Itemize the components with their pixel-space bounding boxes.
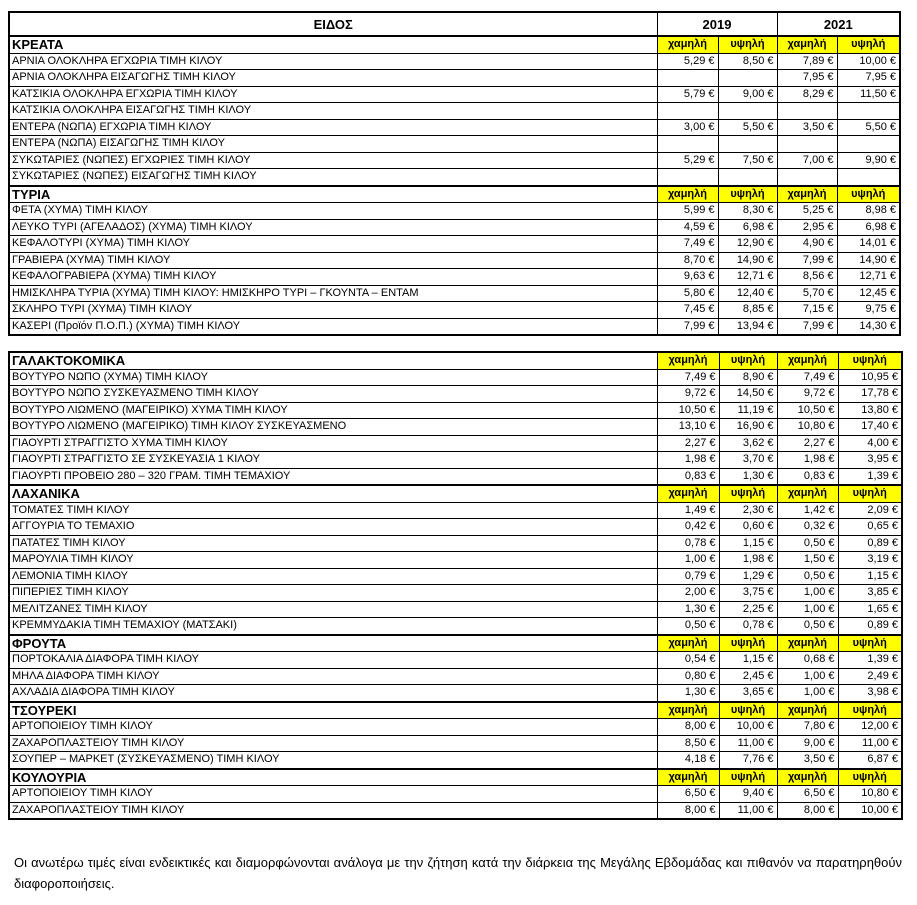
price-2019-low: 13,10 €	[657, 419, 719, 436]
price-2019-high: 12,71 €	[718, 269, 777, 286]
price-2019-high: 7,76 €	[719, 752, 777, 769]
price-2019-low: 1,30 €	[657, 601, 719, 618]
item-name: ΒΟΥΤΥΡΟ ΝΩΠΟ (ΧΥΜΑ) ΤΙΜΗ ΚΙΛΟΥ	[9, 369, 657, 386]
price-2019-high: 9,40 €	[719, 786, 777, 803]
price-2019-high: 12,40 €	[718, 285, 777, 302]
price-2019-low: 8,00 €	[657, 802, 719, 819]
table-row	[9, 419, 902, 436]
price-2019-low: 9,63 €	[657, 269, 718, 286]
price-2019-low: 5,99 €	[657, 203, 718, 220]
price-2021-low: 7,89 €	[777, 53, 837, 70]
section-title: ΛΑΧΑΝΙΚΑ	[9, 485, 657, 502]
price-2019-high: 3,75 €	[719, 585, 777, 602]
price-2019-low: 5,29 €	[657, 53, 718, 70]
table-row	[9, 652, 902, 669]
table-row	[9, 552, 902, 569]
column-label-low: χαμηλή	[657, 36, 718, 53]
price-2019-high	[718, 70, 777, 87]
table-row	[9, 386, 902, 403]
item-name: ΒΟΥΤΥΡΟ ΝΩΠΟ ΣΥΣΚΕΥΑΣΜΕΝΟ ΤΙΜΗ ΚΙΛΟΥ	[9, 386, 657, 403]
price-2021-low: 6,50 €	[777, 786, 838, 803]
section-header-row	[9, 635, 902, 652]
price-2021-low: 8,00 €	[777, 802, 838, 819]
footnote: Οι ανωτέρω τιμές είναι ενδεικτικές και διαμορφώνονται ανάλογα με την ζήτηση κατά την διάρκεια της Μεγάλης Εβδομάδας και πιθανόν να παρατηρηθούν διαφοροποιήσεις.	[14, 855, 902, 891]
price-2021-high: 0,89 €	[838, 618, 902, 635]
price-2019-high: 2,45 €	[719, 668, 777, 685]
table-row	[9, 402, 902, 419]
table-row	[9, 735, 902, 752]
price-2019-high: 1,30 €	[719, 468, 777, 485]
price-2021-low: 1,00 €	[777, 685, 838, 702]
price-2019-high: 5,50 €	[718, 119, 777, 136]
price-2021-high: 10,00 €	[837, 53, 900, 70]
price-table-meat-cheese	[8, 11, 901, 336]
price-2021-high: 0,89 €	[838, 535, 902, 552]
price-2019-low: 10,50 €	[657, 402, 719, 419]
section-title: ΓΑΛΑΚΤΟΚΟΜΙΚΑ	[9, 352, 657, 369]
table-row	[9, 585, 902, 602]
item-name: ΑΡΝΙΑ ΟΛΟΚΛΗΡΑ ΕΙΣΑΓΩΓΗΣ ΤΙΜΗ ΚΙΛΟΥ	[9, 70, 657, 87]
item-name: ΚΑΤΣΙΚΙΑ ΟΛΟΚΛΗΡΑ ΕΙΣΑΓΩΓΗΣ ΤΙΜΗ ΚΙΛΟΥ	[9, 103, 657, 120]
price-2019-high	[718, 103, 777, 120]
column-label-low: χαμηλή	[657, 635, 719, 652]
price-2021-low: 3,50 €	[777, 752, 838, 769]
column-label-high: υψηλή	[838, 635, 902, 652]
price-2019-high: 3,62 €	[719, 435, 777, 452]
price-2019-high: 14,90 €	[718, 252, 777, 269]
table-row	[9, 369, 902, 386]
price-2021-high: 1,39 €	[838, 652, 902, 669]
price-2021-high: 13,80 €	[838, 402, 902, 419]
table-row	[9, 452, 902, 469]
price-2021-low: 4,90 €	[777, 236, 837, 253]
price-2019-low: 8,50 €	[657, 735, 719, 752]
price-2021-low: 8,29 €	[777, 86, 837, 103]
price-2019-low: 7,45 €	[657, 302, 718, 319]
price-2019-low	[657, 169, 718, 186]
column-label-high: υψηλή	[719, 352, 777, 369]
column-label-low: χαμηλή	[777, 36, 837, 53]
column-label-high: υψηλή	[719, 769, 777, 786]
price-2019-high: 11,00 €	[719, 802, 777, 819]
column-label-high: υψηλή	[718, 36, 777, 53]
table-row	[9, 668, 902, 685]
column-label-low: χαμηλή	[657, 186, 718, 203]
table-row	[9, 236, 900, 253]
column-label-low: χαμηλή	[777, 769, 838, 786]
item-name: ΓΙΑΟΥΡΤΙ ΣΤΡΑΓΓΙΣΤΟ ΧΥΜΑ ΤΙΜΗ ΚΙΛΟΥ	[9, 435, 657, 452]
table-row	[9, 136, 900, 153]
item-name: ΚΡΕΜΜΥΔΑΚΙΑ ΤΙΜΗ ΤΕΜΑΧΙΟΥ (ΜΑΤΣΑΚΙ)	[9, 618, 657, 635]
column-label-high: υψηλή	[837, 36, 900, 53]
price-2021-high: 12,45 €	[837, 285, 900, 302]
item-name: ΖΑΧΑΡΟΠΛΑΣΤΕΙΟΥ ΤΙΜΗ ΚΙΛΟΥ	[9, 735, 657, 752]
table-row	[9, 786, 902, 803]
price-2021-high: 4,00 €	[838, 435, 902, 452]
table-row	[9, 53, 900, 70]
section-title: ΤΣΟΥΡΕΚΙ	[9, 702, 657, 719]
table-row	[9, 302, 900, 319]
price-2021-low: 1,98 €	[777, 452, 838, 469]
price-2021-low: 5,25 €	[777, 203, 837, 220]
price-2019-high: 1,29 €	[719, 568, 777, 585]
item-name: ΣΥΚΩΤΑΡΙΕΣ (ΝΩΠΕΣ) ΕΙΣΑΓΩΓΗΣ ΤΙΜΗ ΚΙΛΟΥ	[9, 169, 657, 186]
price-2019-low: 0,42 €	[657, 519, 719, 536]
price-2019-high: 1,98 €	[719, 552, 777, 569]
table-row	[9, 285, 900, 302]
section-header-row	[9, 485, 902, 502]
price-2021-high: 1,15 €	[838, 568, 902, 585]
table-row	[9, 535, 902, 552]
price-2021-high: 12,00 €	[838, 719, 902, 736]
item-name: ΚΑΣΕΡΙ (Προϊόν Π.Ο.Π.) (ΧΥΜΑ) ΤΙΜΗ ΚΙΛΟΥ	[9, 318, 657, 335]
item-name: ΠΑΤΑΤΕΣ ΤΙΜΗ ΚΙΛΟΥ	[9, 535, 657, 552]
price-2021-high: 14,90 €	[837, 252, 900, 269]
price-2019-low: 1,30 €	[657, 685, 719, 702]
table-row	[9, 618, 902, 635]
price-2021-high: 3,85 €	[838, 585, 902, 602]
price-2019-high: 2,25 €	[719, 601, 777, 618]
column-label-low: χαμηλή	[777, 485, 838, 502]
price-2019-low: 8,00 €	[657, 719, 719, 736]
item-name: ΒΟΥΤΥΡΟ ΛΙΩΜΕΝΟ (ΜΑΓΕΙΡΙΚΟ) ΤΙΜΗ ΚΙΛΟΥ ΣΥΣΚΕΥΑΣΜΕΝΟ	[9, 419, 657, 436]
price-2021-low: 10,50 €	[777, 402, 838, 419]
price-2021-high: 10,80 €	[838, 786, 902, 803]
price-2019-low: 7,49 €	[657, 369, 719, 386]
item-name: ΖΑΧΑΡΟΠΛΑΣΤΕΙΟΥ ΤΙΜΗ ΚΙΛΟΥ	[9, 802, 657, 819]
table-row	[9, 169, 900, 186]
section-title: ΚΟΥΛΟΥΡΙΑ	[9, 769, 657, 786]
price-2019-high: 14,50 €	[719, 386, 777, 403]
price-2021-high: 10,00 €	[838, 802, 902, 819]
price-2019-high: 6,98 €	[718, 219, 777, 236]
section-header-row	[9, 769, 902, 786]
price-2021-high: 6,98 €	[837, 219, 900, 236]
table-row	[9, 502, 902, 519]
table-row	[9, 435, 902, 452]
price-2021-low: 1,50 €	[777, 552, 838, 569]
table-row	[9, 252, 900, 269]
header-year-2019: 2019	[657, 12, 777, 36]
price-2019-high: 8,85 €	[718, 302, 777, 319]
price-2019-high: 11,00 €	[719, 735, 777, 752]
price-2021-low: 1,42 €	[777, 502, 838, 519]
item-name: ΒΟΥΤΥΡΟ ΛΙΩΜΕΝΟ (ΜΑΓΕΙΡΙΚΟ) ΧΥΜΑ ΤΙΜΗ ΚΙΛΟΥ	[9, 402, 657, 419]
item-name: ΜΗΛΑ ΔΙΑΦΟΡΑ ΤΙΜΗ ΚΙΛΟΥ	[9, 668, 657, 685]
column-label-low: χαμηλή	[657, 702, 719, 719]
section-title: ΦΡΟΥΤΑ	[9, 635, 657, 652]
price-2019-high: 8,90 €	[719, 369, 777, 386]
price-2019-high	[718, 169, 777, 186]
price-2021-high: 7,95 €	[837, 70, 900, 87]
price-2021-low: 9,00 €	[777, 735, 838, 752]
price-2021-low: 10,80 €	[777, 419, 838, 436]
price-2021-low: 7,95 €	[777, 70, 837, 87]
price-2021-high: 11,50 €	[837, 86, 900, 103]
price-2019-low: 2,27 €	[657, 435, 719, 452]
column-label-low: χαμηλή	[657, 769, 719, 786]
table-row	[9, 219, 900, 236]
price-2021-low: 7,00 €	[777, 152, 837, 169]
price-2019-high: 3,65 €	[719, 685, 777, 702]
column-label-high: υψηλή	[838, 702, 902, 719]
price-2019-low	[657, 136, 718, 153]
price-2019-low	[657, 103, 718, 120]
price-2019-low: 4,18 €	[657, 752, 719, 769]
price-2021-high: 14,01 €	[837, 236, 900, 253]
price-2019-high: 9,00 €	[718, 86, 777, 103]
column-label-high: υψηλή	[719, 702, 777, 719]
price-2021-high	[837, 103, 900, 120]
price-2021-low: 7,99 €	[777, 318, 837, 335]
price-2019-low: 7,49 €	[657, 236, 718, 253]
item-name: ΚΕΦΑΛΟΓΡΑΒΙΕΡΑ (ΧΥΜΑ) ΤΙΜΗ ΚΙΛΟΥ	[9, 269, 657, 286]
item-name: ΕΝΤΕΡΑ (ΝΩΠΑ) ΕΓΧΩΡΙΑ ΤΙΜΗ ΚΙΛΟΥ	[9, 119, 657, 136]
price-2021-low: 7,80 €	[777, 719, 838, 736]
header-year-2021: 2021	[777, 12, 900, 36]
table-row	[9, 752, 902, 769]
section-header-row	[9, 186, 900, 203]
price-2021-low: 0,50 €	[777, 535, 838, 552]
item-name: ΜΑΡΟΥΛΙΑ ΤΙΜΗ ΚΙΛΟΥ	[9, 552, 657, 569]
price-2021-high: 12,71 €	[837, 269, 900, 286]
price-2021-high: 3,95 €	[838, 452, 902, 469]
price-2021-high: 9,90 €	[837, 152, 900, 169]
item-name: ΓΡΑΒΙΕΡΑ (ΧΥΜΑ) ΤΙΜΗ ΚΙΛΟΥ	[9, 252, 657, 269]
price-2019-high: 13,94 €	[718, 318, 777, 335]
table-row	[9, 103, 900, 120]
price-2021-high: 9,75 €	[837, 302, 900, 319]
header-item: ΕΙΔΟΣ	[9, 12, 657, 36]
section-header-row	[9, 702, 902, 719]
price-2021-high: 6,87 €	[838, 752, 902, 769]
price-2019-low	[657, 70, 718, 87]
price-2019-high: 1,15 €	[719, 652, 777, 669]
item-name: ΦΕΤΑ (ΧΥΜΑ) ΤΙΜΗ ΚΙΛΟΥ	[9, 203, 657, 220]
item-name: ΑΓΓΟΥΡΙΑ ΤΟ ΤΕΜΑΧΙΟ	[9, 519, 657, 536]
column-label-high: υψηλή	[838, 352, 902, 369]
item-name: ΚΑΤΣΙΚΙΑ ΟΛΟΚΛΗΡΑ ΕΓΧΩΡΙΑ ΤΙΜΗ ΚΙΛΟΥ	[9, 86, 657, 103]
price-2021-low: 0,83 €	[777, 468, 838, 485]
price-2019-low: 2,00 €	[657, 585, 719, 602]
price-2019-low: 0,54 €	[657, 652, 719, 669]
price-2021-high	[837, 169, 900, 186]
item-name: ΤΟΜΑΤΕΣ ΤΙΜΗ ΚΙΛΟΥ	[9, 502, 657, 519]
price-2021-low: 0,68 €	[777, 652, 838, 669]
column-label-low: χαμηλή	[777, 635, 838, 652]
item-name: ΣΚΛΗΡΟ ΤΥΡΙ (ΧΥΜΑ) ΤΙΜΗ ΚΙΛΟΥ	[9, 302, 657, 319]
price-2019-low: 0,78 €	[657, 535, 719, 552]
price-2019-low: 1,00 €	[657, 552, 719, 569]
price-2019-low: 3,00 €	[657, 119, 718, 136]
price-2019-low: 9,72 €	[657, 386, 719, 403]
price-2021-high: 2,49 €	[838, 668, 902, 685]
column-label-high: υψηλή	[718, 186, 777, 203]
price-2021-high	[837, 136, 900, 153]
section-title: ΚΡΕΑΤΑ	[9, 36, 657, 53]
price-2021-low: 3,50 €	[777, 119, 837, 136]
table-row	[9, 318, 900, 335]
price-2021-high: 17,78 €	[838, 386, 902, 403]
section-header-row	[9, 352, 902, 369]
column-label-low: χαμηλή	[657, 485, 719, 502]
item-name: ΗΜΙΣΚΛΗΡΑ ΤΥΡΙΑ (ΧΥΜΑ) ΤΙΜΗ ΚΙΛΟΥ: ΗΜΙΣΚΗΡΟ ΤΥΡΙ – ΓΚΟΥΝΤΑ – ΕΝΤΑΜ	[9, 285, 657, 302]
item-name: ΑΧΛΑΔΙΑ ΔΙΑΦΟΡΑ ΤΙΜΗ ΚΙΛΟΥ	[9, 685, 657, 702]
price-2019-high	[718, 136, 777, 153]
price-2019-low: 4,59 €	[657, 219, 718, 236]
item-name: ΑΡΤΟΠΟΙΕΙΟΥ ΤΙΜΗ ΚΙΛΟΥ	[9, 719, 657, 736]
price-2021-high: 17,40 €	[838, 419, 902, 436]
price-2019-high: 0,78 €	[719, 618, 777, 635]
price-2019-high: 16,90 €	[719, 419, 777, 436]
item-name: ΚΕΦΑΛΟΤΥΡΙ (ΧΥΜΑ) ΤΙΜΗ ΚΙΛΟΥ	[9, 236, 657, 253]
price-2019-high: 1,15 €	[719, 535, 777, 552]
section-header-row	[9, 36, 900, 53]
price-2021-high: 3,19 €	[838, 552, 902, 569]
price-2021-low: 7,49 €	[777, 369, 838, 386]
table-row	[9, 70, 900, 87]
table-row	[9, 119, 900, 136]
price-2021-high: 14,30 €	[837, 318, 900, 335]
price-2019-high: 10,00 €	[719, 719, 777, 736]
price-2019-low: 1,49 €	[657, 502, 719, 519]
price-2021-low	[777, 136, 837, 153]
column-label-low: χαμηλή	[777, 702, 838, 719]
price-2021-low: 1,00 €	[777, 585, 838, 602]
price-2021-low: 0,50 €	[777, 618, 838, 635]
table-row	[9, 269, 900, 286]
price-2021-low: 0,32 €	[777, 519, 838, 536]
price-2021-low: 1,00 €	[777, 601, 838, 618]
item-name: ΑΡΝΙΑ ΟΛΟΚΛΗΡΑ ΕΓΧΩΡΙΑ ΤΙΜΗ ΚΙΛΟΥ	[9, 53, 657, 70]
section-title: ΤΥΡΙΑ	[9, 186, 657, 203]
price-2021-low: 2,95 €	[777, 219, 837, 236]
price-2021-high: 1,39 €	[838, 468, 902, 485]
item-name: ΠΟΡΤΟΚΑΛΙΑ ΔΙΑΦΟΡΑ ΤΙΜΗ ΚΙΛΟΥ	[9, 652, 657, 669]
price-2021-low: 0,50 €	[777, 568, 838, 585]
price-2019-low: 5,79 €	[657, 86, 718, 103]
column-label-high: υψηλή	[838, 485, 902, 502]
price-2021-low	[777, 169, 837, 186]
price-2019-high: 8,50 €	[718, 53, 777, 70]
column-label-high: υψηλή	[719, 635, 777, 652]
item-name: ΑΡΤΟΠΟΙΕΙΟΥ ΤΙΜΗ ΚΙΛΟΥ	[9, 786, 657, 803]
price-2019-high: 7,50 €	[718, 152, 777, 169]
price-2021-low: 2,27 €	[777, 435, 838, 452]
price-2019-high: 2,30 €	[719, 502, 777, 519]
price-2021-high: 5,50 €	[837, 119, 900, 136]
item-name: ΣΥΚΩΤΑΡΙΕΣ (ΝΩΠΕΣ) ΕΓΧΩΡΙΕΣ ΤΙΜΗ ΚΙΛΟΥ	[9, 152, 657, 169]
price-2019-low: 6,50 €	[657, 786, 719, 803]
price-2019-high: 11,19 €	[719, 402, 777, 419]
price-2019-low: 5,80 €	[657, 285, 718, 302]
price-2019-high: 3,70 €	[719, 452, 777, 469]
price-table-dairy-produce	[8, 351, 903, 820]
item-name: ΕΝΤΕΡΑ (ΝΩΠΑ) ΕΙΣΑΓΩΓΗΣ ΤΙΜΗ ΚΙΛΟΥ	[9, 136, 657, 153]
column-label-low: χαμηλή	[777, 352, 838, 369]
price-2019-low: 0,80 €	[657, 668, 719, 685]
column-label-high: υψηλή	[719, 485, 777, 502]
column-label-high: υψηλή	[837, 186, 900, 203]
price-2021-high: 1,65 €	[838, 601, 902, 618]
item-name: ΜΕΛΙΤΖΑΝΕΣ ΤΙΜΗ ΚΙΛΟΥ	[9, 601, 657, 618]
price-2021-high: 10,95 €	[838, 369, 902, 386]
price-2021-high: 3,98 €	[838, 685, 902, 702]
table-row	[9, 152, 900, 169]
table-row	[9, 203, 900, 220]
price-2019-low: 0,50 €	[657, 618, 719, 635]
price-2021-low: 9,72 €	[777, 386, 838, 403]
price-2021-low: 8,56 €	[777, 269, 837, 286]
table-row	[9, 719, 902, 736]
price-2021-low	[777, 103, 837, 120]
table-row	[9, 802, 902, 819]
item-name: ΓΙΑΟΥΡΤΙ ΣΤΡΑΓΓΙΣΤΟ ΣΕ ΣΥΣΚΕΥΑΣΙΑ 1 ΚΙΛΟΥ	[9, 452, 657, 469]
table-header-row	[9, 12, 900, 36]
table-row	[9, 685, 902, 702]
column-label-high: υψηλή	[838, 769, 902, 786]
price-2019-low: 1,98 €	[657, 452, 719, 469]
price-2021-high: 2,09 €	[838, 502, 902, 519]
column-label-low: χαμηλή	[657, 352, 719, 369]
item-name: ΛΕΥΚΟ ΤΥΡΙ (ΑΓΕΛΑΔΟΣ) (ΧΥΜΑ) ΤΙΜΗ ΚΙΛΟΥ	[9, 219, 657, 236]
column-label-low: χαμηλή	[777, 186, 837, 203]
table-row	[9, 519, 902, 536]
table-row	[9, 468, 902, 485]
price-2019-high: 12,90 €	[718, 236, 777, 253]
price-2021-low: 1,00 €	[777, 668, 838, 685]
price-2019-low: 8,70 €	[657, 252, 718, 269]
price-2021-low: 7,15 €	[777, 302, 837, 319]
price-2019-low: 7,99 €	[657, 318, 718, 335]
price-2021-high: 0,65 €	[838, 519, 902, 536]
price-2021-high: 11,00 €	[838, 735, 902, 752]
table-row	[9, 568, 902, 585]
price-2019-high: 0,60 €	[719, 519, 777, 536]
price-2021-low: 5,70 €	[777, 285, 837, 302]
table-row	[9, 601, 902, 618]
price-2019-high: 8,30 €	[718, 203, 777, 220]
price-2021-high: 8,98 €	[837, 203, 900, 220]
price-2019-low: 0,79 €	[657, 568, 719, 585]
table-row	[9, 86, 900, 103]
price-2019-low: 5,29 €	[657, 152, 718, 169]
item-name: ΛΕΜΟΝΙΑ ΤΙΜΗ ΚΙΛΟΥ	[9, 568, 657, 585]
price-2021-low: 7,99 €	[777, 252, 837, 269]
price-2019-low: 0,83 €	[657, 468, 719, 485]
item-name: ΠΙΠΕΡΙΕΣ ΤΙΜΗ ΚΙΛΟΥ	[9, 585, 657, 602]
item-name: ΣΟΥΠΕΡ – ΜΑΡΚΕΤ (ΣΥΣΚΕΥΑΣΜΕΝΟ) ΤΙΜΗ ΚΙΛΟΥ	[9, 752, 657, 769]
item-name: ΓΙΑΟΥΡΤΙ ΠΡΟΒΕΙΟ 280 – 320 ΓΡΑΜ. ΤΙΜΗ ΤΕΜΑΧΙΟΥ	[9, 468, 657, 485]
